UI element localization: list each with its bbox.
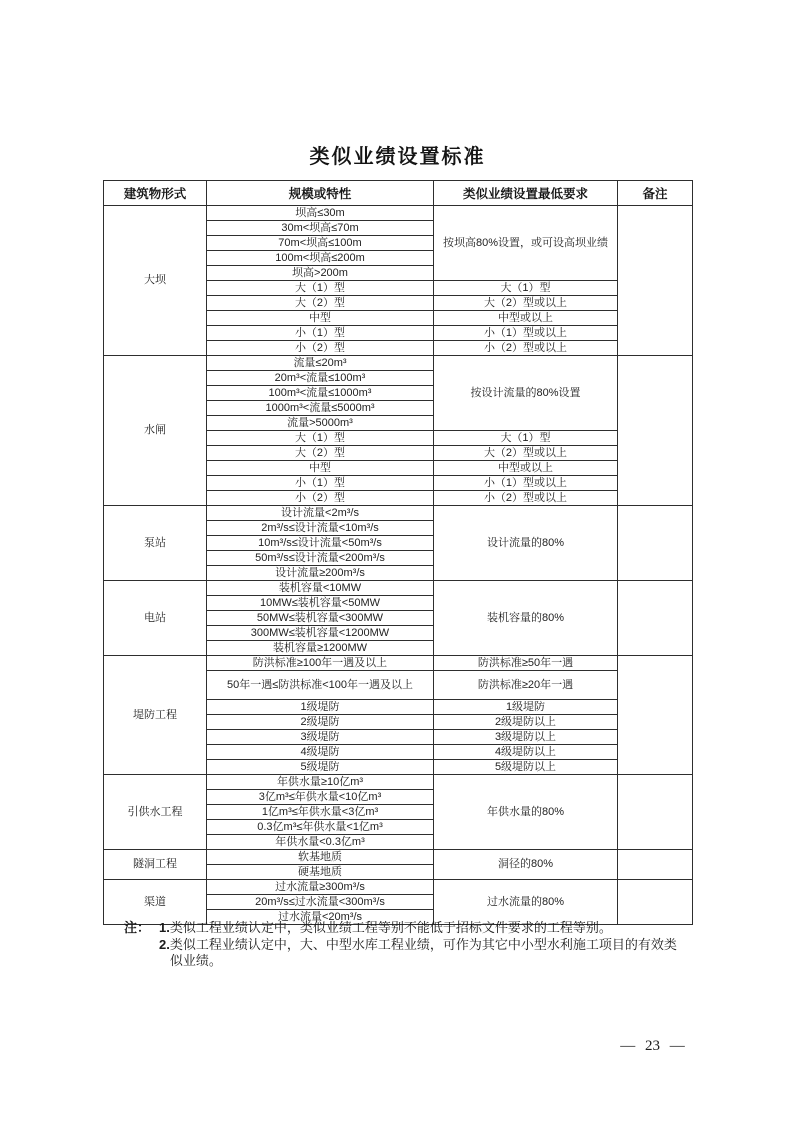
table-header-row: [104, 181, 693, 206]
scale-cell: 3级堤防: [207, 730, 434, 745]
notes: [124, 920, 688, 970]
scale-cell: 小（1）型: [207, 476, 434, 491]
table-row: [104, 581, 693, 596]
building-form-cell: 隧洞工程: [104, 850, 207, 880]
table-row: [104, 850, 693, 865]
scale-cell: 1000m³<流量≤5000m³: [207, 401, 434, 416]
requirement-cell: 小（1）型或以上: [434, 326, 618, 341]
remark-cell: [618, 850, 693, 880]
table-row: [104, 656, 693, 671]
table-row: [104, 206, 693, 221]
remark-cell: [618, 356, 693, 506]
table-body: [104, 206, 693, 925]
scale-cell: 0.3亿m³≤年供水量<1亿m³: [207, 820, 434, 835]
scale-cell: 10m³/s≤设计流量<50m³/s: [207, 536, 434, 551]
scale-cell: 70m<坝高≤100m: [207, 236, 434, 251]
scale-cell: 大（2）型: [207, 296, 434, 311]
scale-cell: 大（2）型: [207, 446, 434, 461]
page-title: 类似业绩设置标准: [309, 146, 486, 168]
requirement-cell: 小（2）型或以上: [434, 491, 618, 506]
scale-cell: 年供水量≥10亿m³: [207, 775, 434, 790]
requirement-cell: 设计流量的80%: [434, 506, 618, 581]
scale-cell: 2m³/s≤设计流量<10m³/s: [207, 521, 434, 536]
scale-cell: 100m³<流量≤1000m³: [207, 386, 434, 401]
column-header-remarks: 备注: [618, 181, 693, 206]
scale-cell: 小（2）型: [207, 491, 434, 506]
requirement-cell: 3级堤防以上: [434, 730, 618, 745]
scale-cell: 3亿m³≤年供水量<10亿m³: [207, 790, 434, 805]
column-header-scale: 规模或特性: [207, 181, 434, 206]
scale-cell: 50MW≤装机容量<300MW: [207, 611, 434, 626]
scale-cell: 20m³/s≤过水流量<300m³/s: [207, 895, 434, 910]
note-item: [159, 920, 688, 937]
scale-cell: 流量>5000m³: [207, 416, 434, 431]
remark-cell: [618, 880, 693, 925]
requirement-cell: 小（2）型或以上: [434, 341, 618, 356]
scale-cell: 30m<坝高≤70m: [207, 221, 434, 236]
building-form-cell: 渠道: [104, 880, 207, 925]
requirement-cell: 大（2）型或以上: [434, 296, 618, 311]
building-form-cell: 泵站: [104, 506, 207, 581]
requirement-cell: 过水流量的80%: [434, 880, 618, 925]
scale-cell: 坝高≤30m: [207, 206, 434, 221]
requirement-cell: 大（1）型: [434, 281, 618, 296]
scale-cell: 软基地质: [207, 850, 434, 865]
scale-cell: 坝高>200m: [207, 266, 434, 281]
scale-cell: 小（2）型: [207, 341, 434, 356]
requirement-cell: 防洪标准≥50年一遇: [434, 656, 618, 671]
note-text: 类似工程业绩认定中，类似业绩工程等别不能低于招标文件要求的工程等别。: [169, 920, 612, 935]
scale-cell: 设计流量<2m³/s: [207, 506, 434, 521]
remark-cell: [618, 206, 693, 356]
scale-cell: 1级堤防: [207, 700, 434, 715]
scale-cell: 小（1）型: [207, 326, 434, 341]
scale-cell: 大（1）型: [207, 431, 434, 446]
building-form-cell: 大坝: [104, 206, 207, 356]
building-form-cell: 引供水工程: [104, 775, 207, 850]
requirement-cell: 洞径的80%: [434, 850, 618, 880]
similar-performance-table: [103, 180, 693, 925]
scale-cell: 防洪标准≥100年一遇及以上: [207, 656, 434, 671]
column-header-building-form: 建筑物形式: [104, 181, 207, 206]
requirement-cell: 大（2）型或以上: [434, 446, 618, 461]
table-row: [104, 880, 693, 895]
notes-label: 注：: [124, 920, 151, 935]
page-number: — 23 —: [620, 1038, 685, 1054]
scale-cell: 装机容量≥1200MW: [207, 641, 434, 656]
table-row: [104, 356, 693, 371]
requirement-cell: 防洪标准≥20年一遇: [434, 671, 618, 700]
requirement-cell: 1级堤防: [434, 700, 618, 715]
note-item: [159, 937, 688, 970]
requirement-cell: 4级堤防以上: [434, 745, 618, 760]
scale-cell: 300MW≤装机容量<1200MW: [207, 626, 434, 641]
remark-cell: [618, 775, 693, 850]
requirement-cell: 2级堤防以上: [434, 715, 618, 730]
note-number: 1.: [159, 920, 170, 935]
remark-cell: [618, 581, 693, 656]
scale-cell: 过水流量≥300m³/s: [207, 880, 434, 895]
note-text: 类似工程业绩认定中，大、中型水库工程业绩，可作为其它中小型水利施工项目的有效类似业绩。: [169, 936, 677, 968]
requirement-cell: 按设计流量的80%设置: [434, 356, 618, 431]
table-row: [104, 506, 693, 521]
scale-cell: 100m<坝高≤200m: [207, 251, 434, 266]
note-number: 2.: [159, 936, 170, 952]
scale-cell: 设计流量≥200m³/s: [207, 566, 434, 581]
notes-body: [159, 920, 688, 970]
building-form-cell: 水闸: [104, 356, 207, 506]
scale-cell: 中型: [207, 311, 434, 326]
scale-cell: 大（1）型: [207, 281, 434, 296]
scale-cell: 50年一遇≤防洪标准<100年一遇及以上: [207, 671, 434, 700]
building-form-cell: 堤防工程: [104, 656, 207, 775]
scale-cell: 10MW≤装机容量<50MW: [207, 596, 434, 611]
scale-cell: 50m³/s≤设计流量<200m³/s: [207, 551, 434, 566]
requirement-cell: 装机容量的80%: [434, 581, 618, 656]
table-row: [104, 775, 693, 790]
column-header-minimum-requirement: 类似业绩设置最低要求: [434, 181, 618, 206]
requirement-cell: 5级堤防以上: [434, 760, 618, 775]
scale-cell: 装机容量<10MW: [207, 581, 434, 596]
scale-cell: 年供水量<0.3亿m³: [207, 835, 434, 850]
scale-cell: 中型: [207, 461, 434, 476]
requirement-cell: 小（1）型或以上: [434, 476, 618, 491]
requirement-cell: 按坝高80%设置，或可设高坝业绩: [434, 206, 618, 281]
requirement-cell: 年供水量的80%: [434, 775, 618, 850]
scale-cell: 硬基地质: [207, 865, 434, 880]
remark-cell: [618, 656, 693, 775]
scale-cell: 流量≤20m³: [207, 356, 434, 371]
scale-cell: 2级堤防: [207, 715, 434, 730]
scale-cell: 过水流量<20m³/s: [207, 910, 434, 925]
requirement-cell: 大（1）型: [434, 431, 618, 446]
requirement-cell: 中型或以上: [434, 311, 618, 326]
building-form-cell: 电站: [104, 581, 207, 656]
scale-cell: 20m³<流量≤100m³: [207, 371, 434, 386]
requirement-cell: 中型或以上: [434, 461, 618, 476]
remark-cell: [618, 506, 693, 581]
scale-cell: 1亿m³≤年供水量<3亿m³: [207, 805, 434, 820]
scale-cell: 5级堤防: [207, 760, 434, 775]
scale-cell: 4级堤防: [207, 745, 434, 760]
